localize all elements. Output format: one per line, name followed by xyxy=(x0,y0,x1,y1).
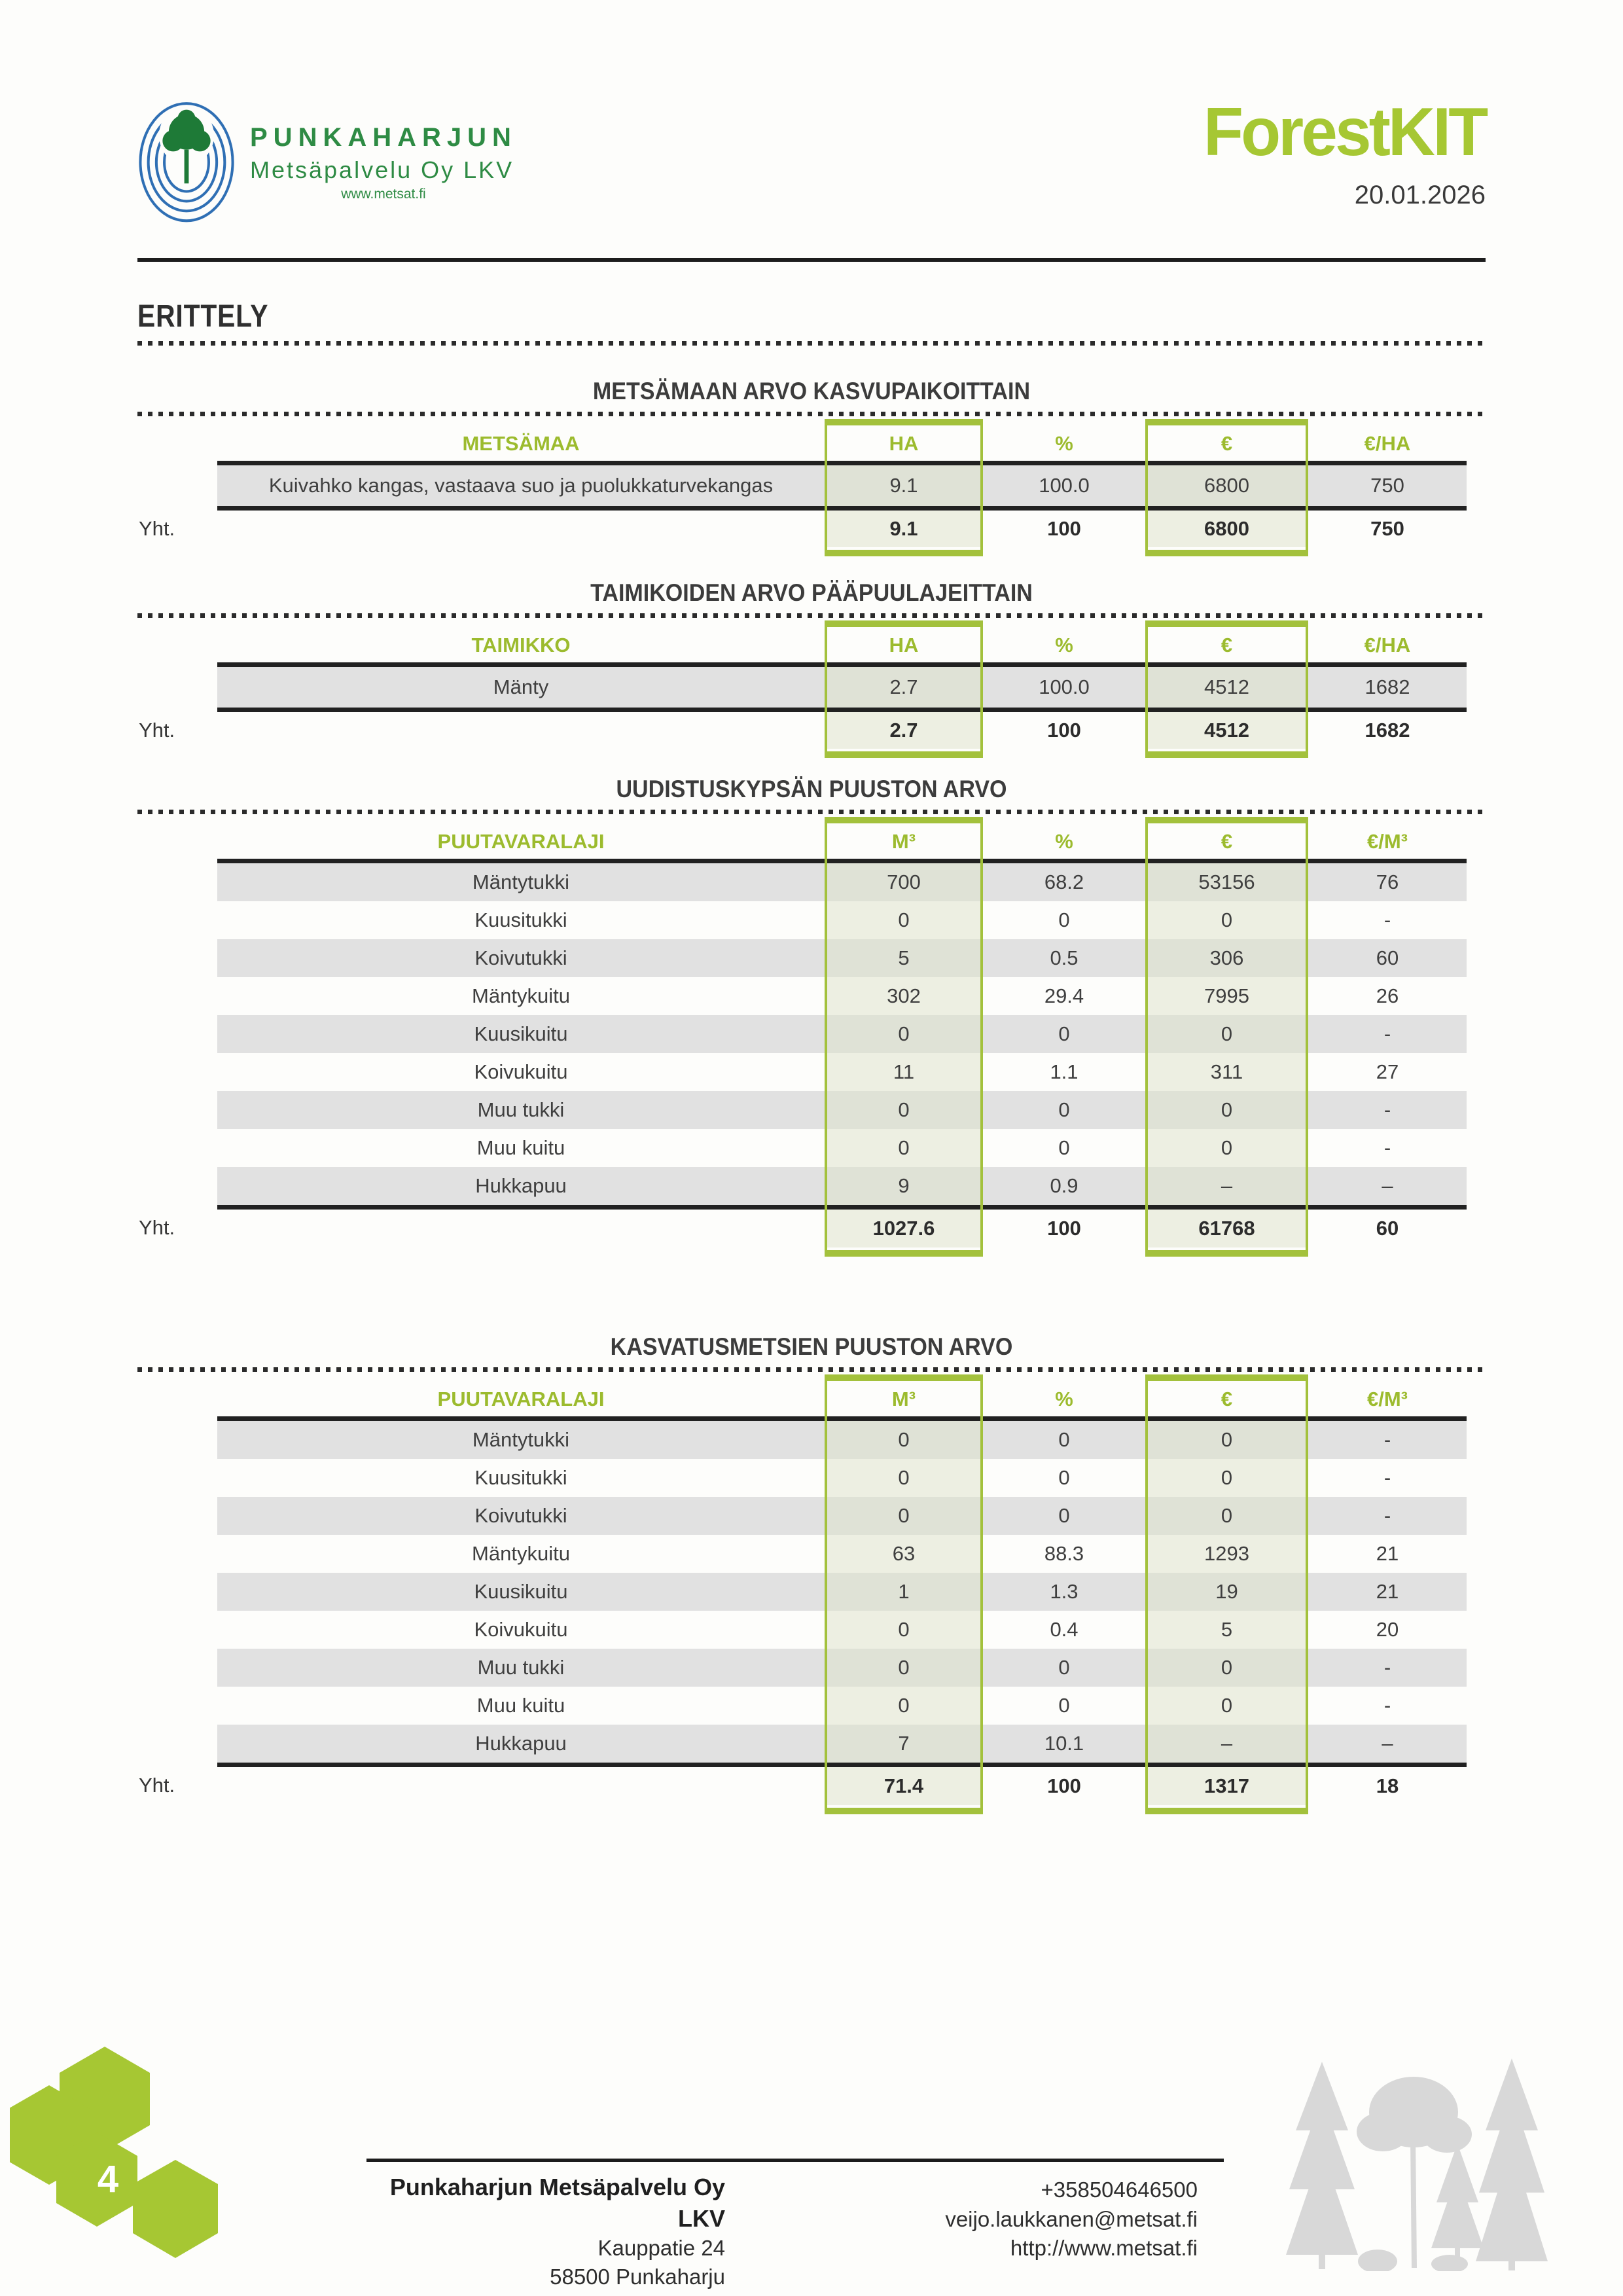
table-title: METSÄMAAN ARVO KASVUPAIKOITTAIN xyxy=(592,378,1031,404)
value-cell: - xyxy=(1383,1466,1391,1489)
table-section-4 xyxy=(137,1333,1486,1805)
value-table xyxy=(137,628,1467,749)
value-cell: - xyxy=(1308,1015,1467,1053)
spacer-cell xyxy=(137,863,217,901)
row-label: Mäntytukki xyxy=(217,1421,825,1459)
value-cell: 0 xyxy=(1145,1687,1308,1725)
total-value-cell: 1682 xyxy=(1364,719,1410,742)
value-cell: 26 xyxy=(1376,984,1399,1007)
forest-silhouette-icon xyxy=(1286,2052,1548,2271)
value-cell: 100.0 xyxy=(983,465,1145,506)
row-label: Muu kuitu xyxy=(476,1136,565,1159)
footer-address-line2: 58500 Punkaharju xyxy=(550,2264,725,2289)
row-label: Koivukuitu xyxy=(474,1060,568,1083)
logo-text xyxy=(250,98,517,202)
value-cell: 0 xyxy=(983,1091,1145,1129)
value-cell: 0.9 xyxy=(983,1167,1145,1205)
value-cell: 0 xyxy=(825,901,983,939)
table-section-3 xyxy=(137,775,1486,1247)
footer-website: http://www.metsat.fi xyxy=(1010,2236,1198,2261)
row-label: Koivutukki xyxy=(217,939,825,977)
table-section-1 xyxy=(137,377,1486,547)
table-title: KASVATUSMETSIEN PUUSTON ARVO xyxy=(610,1333,1013,1360)
column-header: €/HA xyxy=(1364,432,1411,455)
value-cell: 0 xyxy=(825,1129,983,1167)
row-label: Kuusitukki xyxy=(474,908,567,931)
column-header: M³ xyxy=(891,1388,916,1410)
table-rule xyxy=(217,461,1467,465)
table-title: UUDISTUSKYPSÄN PUUSTON ARVO xyxy=(616,776,1007,802)
row-label: Koivutukki xyxy=(217,1497,825,1535)
column-header: % xyxy=(1055,432,1073,455)
row-label: Hukkapuu xyxy=(217,1725,825,1763)
totals-label: Yht. xyxy=(139,517,175,540)
value-cell: 0.5 xyxy=(983,939,1145,977)
table-rule xyxy=(217,506,1467,511)
total-value-cell: 61768 xyxy=(1145,1210,1308,1247)
spacer-cell xyxy=(217,712,825,749)
value-cell: 5 xyxy=(825,939,983,977)
value-cell: - xyxy=(1308,1497,1467,1535)
value-cell: 5 xyxy=(1145,1611,1308,1649)
total-value-cell: 71.4 xyxy=(825,1767,983,1805)
row-label-header: PUUTAVARALAJI xyxy=(437,1388,605,1410)
spacer-cell xyxy=(137,465,217,506)
dotted-divider xyxy=(137,1367,1486,1372)
forestkit-brand: ForestKIT xyxy=(1203,94,1486,170)
logo-company-name: PUNKAHARJUN xyxy=(250,123,517,152)
table-rule xyxy=(217,1763,1467,1767)
value-cell: 1682 xyxy=(1308,667,1467,708)
row-label-header: METSÄMAA xyxy=(462,432,580,455)
value-cell: 0 xyxy=(825,1015,983,1053)
value-cell: 0 xyxy=(1145,901,1308,939)
logo-company-subtitle: Metsäpalvelu Oy LKV xyxy=(250,156,514,183)
total-value-cell: 60 xyxy=(1376,1217,1399,1240)
value-cell: 60 xyxy=(1308,939,1467,977)
value-cell: 0 xyxy=(1058,908,1070,931)
footer-company-name: Punkaharjun Metsäpalvelu Oy LKV xyxy=(389,2174,725,2232)
dotted-divider xyxy=(137,412,1486,416)
spacer-cell xyxy=(217,1767,825,1804)
value-cell: 21 xyxy=(1376,1542,1399,1565)
value-cell: 0 xyxy=(983,1015,1145,1053)
value-cell: 0 xyxy=(1058,1136,1070,1159)
value-cell: 20 xyxy=(1376,1618,1399,1641)
hexagon-badge-icon xyxy=(10,2042,232,2258)
value-cell: 311 xyxy=(1145,1053,1308,1091)
table-rule xyxy=(217,1205,1467,1210)
spacer-cell xyxy=(137,628,217,662)
value-cell: 68.2 xyxy=(983,863,1145,901)
value-cell: - xyxy=(1308,1421,1467,1459)
value-cell: 0 xyxy=(825,1497,983,1535)
spacer-cell xyxy=(137,1129,217,1167)
row-label: Muu tukki xyxy=(217,1091,825,1129)
value-cell: 10.1 xyxy=(983,1725,1145,1763)
spacer-cell xyxy=(137,901,217,939)
row-label: Mäntykuitu xyxy=(472,1542,570,1565)
column-header: HA xyxy=(889,634,919,656)
total-value-cell: 1027.6 xyxy=(825,1210,983,1247)
value-cell: 0 xyxy=(825,1611,983,1649)
value-cell: 1.3 xyxy=(983,1573,1145,1611)
value-cell: 11 xyxy=(825,1053,983,1091)
footer-address-line1: Kauppatie 24 xyxy=(597,2236,725,2261)
footer-email: veijo.laukkanen@metsat.fi xyxy=(945,2206,1198,2231)
total-value-cell: 100 xyxy=(1047,719,1081,742)
value-cell: 29.4 xyxy=(1044,984,1084,1007)
value-cell: - xyxy=(1383,1136,1391,1159)
spacer-cell xyxy=(137,1649,217,1687)
value-cell: 750 xyxy=(1308,465,1467,506)
spacer-cell xyxy=(217,1210,825,1246)
column-header: €/M³ xyxy=(1367,830,1408,853)
column-header: € xyxy=(1221,634,1233,656)
value-cell: 19 xyxy=(1145,1573,1308,1611)
row-label: Kuusitukki xyxy=(474,1466,567,1489)
total-value-cell: 2.7 xyxy=(825,712,983,749)
value-cell: 7995 xyxy=(1145,977,1308,1015)
footer-company-block xyxy=(366,2172,725,2291)
spacer-cell xyxy=(137,1091,217,1129)
value-table xyxy=(137,825,1467,1247)
tables-area xyxy=(137,377,1486,1805)
value-cell: 0 xyxy=(983,1497,1145,1535)
value-cell: 0 xyxy=(825,1687,983,1725)
row-label: Hukkapuu xyxy=(217,1167,825,1205)
total-value-cell: 18 xyxy=(1376,1774,1399,1797)
spacer-cell xyxy=(137,1382,217,1416)
spacer-cell xyxy=(217,511,825,547)
value-cell: 1293 xyxy=(1145,1535,1308,1573)
value-cell: 1.1 xyxy=(1050,1060,1079,1083)
row-label: Kuivahko kangas, vastaava suo ja puolukkaturvekangas xyxy=(217,465,825,506)
value-cell: 9.1 xyxy=(825,465,983,506)
value-cell: 0 xyxy=(1145,1091,1308,1129)
value-cell: - xyxy=(1383,908,1391,931)
total-value-cell: 9.1 xyxy=(825,511,983,547)
column-header: M³ xyxy=(891,830,916,853)
value-table xyxy=(137,1382,1467,1805)
spacer-cell xyxy=(137,939,217,977)
value-cell: 0 xyxy=(1145,1015,1308,1053)
row-label: Koivukuitu xyxy=(474,1618,568,1641)
spacer-cell xyxy=(137,1053,217,1091)
column-header: €/M³ xyxy=(1367,1388,1408,1410)
value-cell: – xyxy=(1308,1167,1467,1205)
spacer-cell xyxy=(137,667,217,708)
value-cell: 0 xyxy=(825,1091,983,1129)
spacer-cell xyxy=(137,1611,217,1649)
value-cell: 0 xyxy=(825,1421,983,1459)
column-header: €/HA xyxy=(1364,634,1411,656)
column-header: % xyxy=(1055,1388,1073,1410)
page-number: 4 xyxy=(97,2158,119,2200)
table-rule xyxy=(217,1416,1467,1421)
total-value-cell: 4512 xyxy=(1145,712,1308,749)
value-cell: 63 xyxy=(825,1535,983,1573)
header-rule xyxy=(137,258,1486,262)
value-cell: 1 xyxy=(825,1573,983,1611)
company-logo xyxy=(137,98,517,223)
logo-website: www.metsat.fi xyxy=(341,187,426,202)
value-cell: 0 xyxy=(1145,1129,1308,1167)
column-header: % xyxy=(1055,830,1073,853)
row-label-header: TAIMIKKO xyxy=(471,634,571,656)
table-title: TAIMIKOIDEN ARVO PÄÄPUULAJEITTAIN xyxy=(590,579,1033,606)
row-label: Mänty xyxy=(217,667,825,708)
value-cell: 53156 xyxy=(1145,863,1308,901)
spacer-cell xyxy=(137,1725,217,1763)
tree-rings-logo-icon xyxy=(137,98,236,223)
value-cell: – xyxy=(1145,1167,1308,1205)
value-cell: 4512 xyxy=(1145,667,1308,708)
total-value-cell: 750 xyxy=(1370,517,1404,540)
table-rule xyxy=(217,859,1467,863)
spacer-cell xyxy=(137,1015,217,1053)
table-rule xyxy=(217,662,1467,667)
table-section-2 xyxy=(137,579,1486,749)
row-label: Muu kuitu xyxy=(476,1694,565,1717)
value-cell: – xyxy=(1308,1725,1467,1763)
spacer-cell xyxy=(137,825,217,859)
value-cell: 76 xyxy=(1308,863,1467,901)
value-cell: 0 xyxy=(1145,1421,1308,1459)
total-value-cell: 1317 xyxy=(1145,1767,1308,1805)
total-value-cell: 100 xyxy=(1047,517,1081,540)
value-cell: 2.7 xyxy=(825,667,983,708)
spacer-cell xyxy=(137,1421,217,1459)
row-label: Kuusikuitu xyxy=(217,1573,825,1611)
value-cell: 7 xyxy=(825,1725,983,1763)
column-header: € xyxy=(1221,830,1233,853)
spacer-cell xyxy=(137,1459,217,1497)
total-value-cell: 100 xyxy=(1047,1774,1081,1797)
value-cell: 0 xyxy=(1145,1649,1308,1687)
value-cell: 6800 xyxy=(1145,465,1308,506)
row-label: Muu tukki xyxy=(217,1649,825,1687)
value-cell: 0 xyxy=(1145,1459,1308,1497)
value-cell: 100.0 xyxy=(983,667,1145,708)
value-cell: 88.3 xyxy=(1044,1542,1084,1565)
value-cell: – xyxy=(1145,1725,1308,1763)
spacer-cell xyxy=(137,427,217,461)
table-rule xyxy=(217,708,1467,712)
value-cell: 0 xyxy=(1145,1497,1308,1535)
spacer-cell xyxy=(137,977,217,1015)
page-title: ERITTELY xyxy=(137,299,269,334)
totals-label: Yht. xyxy=(139,1774,175,1797)
column-header: € xyxy=(1221,1388,1233,1410)
value-cell: 0.4 xyxy=(1050,1618,1079,1641)
value-cell: 700 xyxy=(825,863,983,901)
total-value-cell: 6800 xyxy=(1145,511,1308,547)
value-cell: 0 xyxy=(825,1459,983,1497)
column-header: HA xyxy=(889,432,919,455)
value-cell: 0 xyxy=(1058,1466,1070,1489)
value-cell: - xyxy=(1308,1091,1467,1129)
row-label: Mäntytukki xyxy=(217,863,825,901)
row-label: Mäntykuitu xyxy=(472,984,570,1007)
spacer-cell xyxy=(137,1497,217,1535)
value-cell: 21 xyxy=(1308,1573,1467,1611)
spacer-cell xyxy=(137,1687,217,1725)
footer-phone: +358504646500 xyxy=(1041,2178,1198,2202)
value-table xyxy=(137,427,1467,547)
column-header: € xyxy=(1221,432,1233,455)
row-label: Kuusikuitu xyxy=(217,1015,825,1053)
value-cell: 0 xyxy=(983,1649,1145,1687)
report-date: 20.01.2026 xyxy=(1354,181,1486,209)
page-header xyxy=(137,94,1486,255)
value-cell: 0 xyxy=(983,1421,1145,1459)
totals-label: Yht. xyxy=(139,719,175,742)
value-cell: 0 xyxy=(825,1649,983,1687)
value-cell: 0 xyxy=(1058,1694,1070,1717)
brand-block xyxy=(1192,94,1486,210)
totals-label: Yht. xyxy=(139,1216,175,1239)
dotted-divider xyxy=(137,613,1486,618)
row-label-header: PUUTAVARALAJI xyxy=(437,830,605,853)
spacer-cell xyxy=(137,1167,217,1205)
value-cell: - xyxy=(1383,1694,1391,1717)
spacer-cell xyxy=(137,1535,217,1573)
value-cell: 27 xyxy=(1376,1060,1399,1083)
dotted-divider xyxy=(137,810,1486,814)
value-cell: 9 xyxy=(825,1167,983,1205)
total-value-cell: 100 xyxy=(1047,1217,1081,1240)
dotted-divider xyxy=(137,341,1486,346)
footer-contact-block xyxy=(851,2176,1198,2263)
spacer-cell xyxy=(137,1573,217,1611)
value-cell: - xyxy=(1308,1649,1467,1687)
value-cell: 306 xyxy=(1145,939,1308,977)
footer-rule xyxy=(366,2159,1224,2162)
column-header: % xyxy=(1055,634,1073,656)
value-cell: 302 xyxy=(825,977,983,1015)
